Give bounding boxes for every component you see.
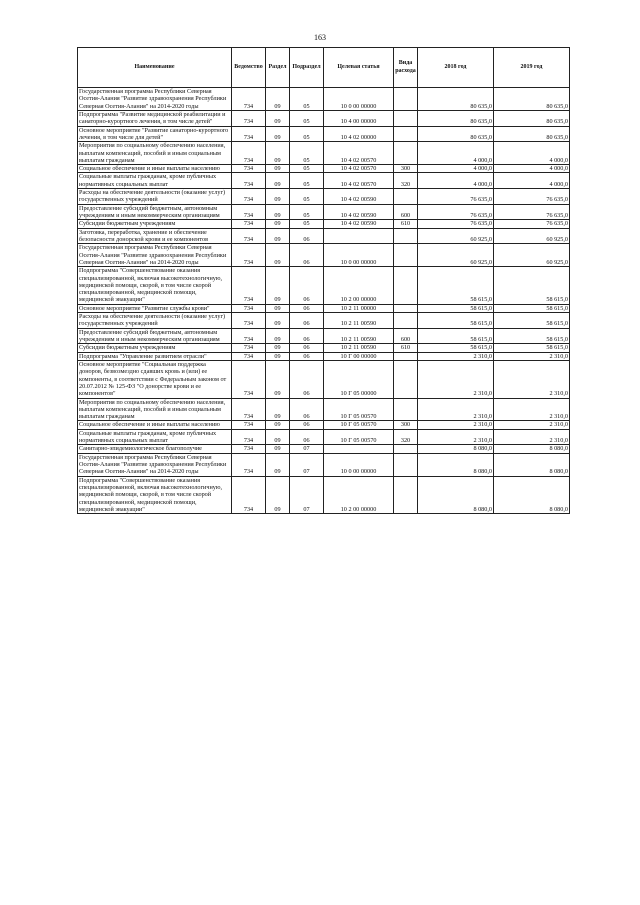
table-row	[78, 328, 570, 344]
cell-section: 09	[266, 88, 290, 111]
cell-2019: 76 635,0	[494, 204, 570, 220]
cell-subsection: 06	[290, 352, 324, 360]
cell-expense-type	[394, 304, 418, 312]
cell-subsection: 05	[290, 189, 324, 205]
cell-2019: 2 310,0	[494, 429, 570, 445]
cell-2019: 2 310,0	[494, 352, 570, 360]
cell-name: Социальное обеспечение и иные выплаты населению	[78, 421, 232, 429]
cell-subsection: 06	[290, 398, 324, 421]
cell-ministry: 734	[232, 204, 266, 220]
cell-section: 09	[266, 476, 290, 514]
cell-section: 09	[266, 398, 290, 421]
cell-ministry: 734	[232, 267, 266, 305]
cell-2019: 58 615,0	[494, 313, 570, 329]
cell-2019: 58 615,0	[494, 328, 570, 344]
table-body	[78, 88, 570, 514]
cell-section: 09	[266, 126, 290, 142]
cell-2018: 58 615,0	[418, 304, 494, 312]
cell-2018: 4 000,0	[418, 173, 494, 189]
table-row	[78, 189, 570, 205]
cell-target: 10 Г 05 00000	[324, 360, 394, 398]
cell-name: Социальное обеспечение и иные выплаты населению	[78, 165, 232, 173]
cell-expense-type	[394, 453, 418, 476]
cell-expense-type	[394, 476, 418, 514]
cell-ministry: 734	[232, 453, 266, 476]
cell-name: Предоставление субсидий бюджетным, автономным учреждениям и иным некоммерческим организациям	[78, 328, 232, 344]
cell-ministry: 734	[232, 165, 266, 173]
cell-2019: 80 635,0	[494, 126, 570, 142]
cell-2019: 80 635,0	[494, 110, 570, 126]
header-row	[78, 48, 570, 88]
cell-section: 09	[266, 304, 290, 312]
cell-subsection: 06	[290, 429, 324, 445]
cell-subsection: 06	[290, 328, 324, 344]
table-row	[78, 126, 570, 142]
cell-target: 10 2 11 00590	[324, 344, 394, 352]
cell-ministry: 734	[232, 88, 266, 111]
cell-target: 10 0 00 00000	[324, 244, 394, 267]
cell-subsection: 07	[290, 445, 324, 453]
table-row	[78, 165, 570, 173]
cell-subsection: 06	[290, 360, 324, 398]
cell-expense-type	[394, 189, 418, 205]
cell-expense-type: 320	[394, 173, 418, 189]
table-row	[78, 453, 570, 476]
cell-name: Подпрограмма "Развитие медицинской реабилитации и санаторно-курортного лечения, в том числе детей"	[78, 110, 232, 126]
cell-2018: 60 925,0	[418, 228, 494, 244]
cell-2018: 2 310,0	[418, 421, 494, 429]
cell-target: 10 4 00 00000	[324, 110, 394, 126]
cell-2018: 2 310,0	[418, 352, 494, 360]
cell-ministry: 734	[232, 220, 266, 228]
cell-target: 10 Г 05 00570	[324, 421, 394, 429]
cell-section: 09	[266, 110, 290, 126]
cell-2018: 58 615,0	[418, 328, 494, 344]
cell-section: 09	[266, 421, 290, 429]
cell-expense-type	[394, 267, 418, 305]
cell-2018: 76 635,0	[418, 220, 494, 228]
cell-expense-type	[394, 142, 418, 165]
cell-name: Государственная программа Республики Северная Осетия-Алания "Развитие здравоохранения Республики Северная Осетия-Алания" на 2014-2020 годы	[78, 88, 232, 111]
cell-expense-type	[394, 445, 418, 453]
cell-name: Предоставление субсидий бюджетным, автономным учреждениям и иным некоммерческим организациям	[78, 204, 232, 220]
cell-2019: 2 310,0	[494, 421, 570, 429]
cell-section: 09	[266, 352, 290, 360]
cell-2018: 4 000,0	[418, 142, 494, 165]
cell-2018: 58 615,0	[418, 267, 494, 305]
cell-ministry: 734	[232, 110, 266, 126]
cell-2019: 60 925,0	[494, 228, 570, 244]
table-row	[78, 313, 570, 329]
cell-2019: 58 615,0	[494, 304, 570, 312]
cell-target: 10 4 02 00570	[324, 142, 394, 165]
cell-subsection: 05	[290, 220, 324, 228]
cell-ministry: 734	[232, 445, 266, 453]
cell-section: 09	[266, 328, 290, 344]
page-number: 163	[314, 33, 326, 42]
cell-expense-type: 610	[394, 344, 418, 352]
cell-target: 10 4 02 00590	[324, 189, 394, 205]
cell-expense-type: 610	[394, 220, 418, 228]
cell-expense-type	[394, 228, 418, 244]
header-expense-type: Вида расхода	[394, 48, 418, 88]
cell-ministry: 734	[232, 304, 266, 312]
cell-2019: 2 310,0	[494, 360, 570, 398]
cell-2019: 80 635,0	[494, 88, 570, 111]
cell-expense-type	[394, 313, 418, 329]
cell-2019: 4 000,0	[494, 165, 570, 173]
cell-expense-type: 600	[394, 328, 418, 344]
cell-name: Заготовка, переработка, хранение и обеспечение безопасности донорской крови и ее компонентов	[78, 228, 232, 244]
table-row	[78, 142, 570, 165]
cell-2018: 8 080,0	[418, 476, 494, 514]
cell-name: Основное мероприятие "Социальная поддержка доноров, безвозмездно сдавших кровь и (или) ее компоненты, в соответствии с Федеральным законом от 20.07.2012 № 125-ФЗ "О донорстве крови и ее компонентов"	[78, 360, 232, 398]
cell-ministry: 734	[232, 313, 266, 329]
cell-target: 10 Г 00 00000	[324, 352, 394, 360]
cell-section: 09	[266, 165, 290, 173]
cell-section: 09	[266, 220, 290, 228]
cell-expense-type	[394, 398, 418, 421]
cell-subsection: 06	[290, 304, 324, 312]
table-row	[78, 228, 570, 244]
cell-target: 10 4 02 00590	[324, 220, 394, 228]
cell-section: 09	[266, 142, 290, 165]
cell-ministry: 734	[232, 344, 266, 352]
header-ministry: Ведомство	[232, 48, 266, 88]
cell-section: 09	[266, 228, 290, 244]
cell-ministry: 734	[232, 360, 266, 398]
cell-2019: 58 615,0	[494, 344, 570, 352]
cell-2018: 8 080,0	[418, 453, 494, 476]
cell-target: 10 0 00 00000	[324, 88, 394, 111]
cell-target: 10 4 02 00570	[324, 173, 394, 189]
cell-name: Основное мероприятие "Развитие службы крови"	[78, 304, 232, 312]
cell-ministry: 734	[232, 352, 266, 360]
cell-subsection: 06	[290, 244, 324, 267]
cell-subsection: 05	[290, 165, 324, 173]
table-row	[78, 476, 570, 514]
cell-2018: 80 635,0	[418, 110, 494, 126]
cell-target: 10 2 11 00590	[324, 313, 394, 329]
cell-name: Субсидии бюджетным учреждениям	[78, 220, 232, 228]
header-2019: 2019 год	[494, 48, 570, 88]
cell-name: Субсидии бюджетным учреждениям	[78, 344, 232, 352]
cell-name: Мероприятия по социальному обеспечению населения, выплатам компенсаций, пособий и иным социальным выплатам гражданам	[78, 142, 232, 165]
cell-2019: 58 615,0	[494, 267, 570, 305]
cell-target: 10 4 02 00590	[324, 204, 394, 220]
cell-ministry: 734	[232, 142, 266, 165]
cell-section: 09	[266, 173, 290, 189]
cell-ministry: 734	[232, 476, 266, 514]
table-row	[78, 304, 570, 312]
table-row	[78, 421, 570, 429]
cell-section: 09	[266, 244, 290, 267]
cell-2018: 8 080,0	[418, 445, 494, 453]
table-row	[78, 88, 570, 111]
cell-2019: 76 635,0	[494, 189, 570, 205]
cell-expense-type	[394, 126, 418, 142]
cell-2019: 8 080,0	[494, 476, 570, 514]
cell-2018: 80 635,0	[418, 88, 494, 111]
cell-section: 09	[266, 204, 290, 220]
table-row	[78, 173, 570, 189]
cell-expense-type	[394, 352, 418, 360]
cell-section: 09	[266, 360, 290, 398]
budget-table	[77, 47, 570, 514]
cell-2019: 4 000,0	[494, 173, 570, 189]
cell-subsection: 06	[290, 344, 324, 352]
cell-ministry: 734	[232, 429, 266, 445]
cell-subsection: 05	[290, 88, 324, 111]
cell-section: 09	[266, 344, 290, 352]
cell-ministry: 734	[232, 189, 266, 205]
cell-ministry: 734	[232, 173, 266, 189]
cell-section: 09	[266, 429, 290, 445]
cell-expense-type: 320	[394, 429, 418, 445]
table-row	[78, 244, 570, 267]
cell-subsection: 06	[290, 267, 324, 305]
cell-ministry: 734	[232, 398, 266, 421]
header-name: Наименование	[78, 48, 232, 88]
table-row	[78, 352, 570, 360]
cell-target: 10 4 02 00000	[324, 126, 394, 142]
cell-ministry: 734	[232, 328, 266, 344]
cell-name: Санитарно-эпидемиологическое благополучие	[78, 445, 232, 453]
cell-subsection: 05	[290, 126, 324, 142]
cell-2019: 60 925,0	[494, 244, 570, 267]
cell-2018: 4 000,0	[418, 165, 494, 173]
cell-target: 10 2 00 00000	[324, 476, 394, 514]
cell-section: 09	[266, 267, 290, 305]
cell-2018: 2 310,0	[418, 360, 494, 398]
cell-name: Расходы на обеспечение деятельности (оказание услуг) государственных учреждений	[78, 189, 232, 205]
cell-target: 10 2 11 00590	[324, 328, 394, 344]
cell-section: 09	[266, 189, 290, 205]
cell-name: Социальные выплаты гражданам, кроме публичных нормативных социальных выплат	[78, 173, 232, 189]
cell-2018: 76 635,0	[418, 204, 494, 220]
cell-subsection: 06	[290, 228, 324, 244]
cell-subsection: 07	[290, 453, 324, 476]
cell-name: Подпрограмма "Совершенствование оказания специализированной, включая высокотехнологичную, медицинской помощи, скорой, в том числе скорой специализированной, медицинской помощи, медицинской эвакуации"	[78, 267, 232, 305]
header-subsection: Подраздел	[290, 48, 324, 88]
header-target: Целевая статья	[324, 48, 394, 88]
cell-expense-type: 300	[394, 421, 418, 429]
cell-subsection: 05	[290, 110, 324, 126]
cell-section: 09	[266, 313, 290, 329]
cell-subsection: 05	[290, 204, 324, 220]
cell-name: Основное мероприятие "Развитие санаторно-курортного лечения, в том числе для детей"	[78, 126, 232, 142]
cell-2018: 80 635,0	[418, 126, 494, 142]
cell-2019: 76 635,0	[494, 220, 570, 228]
cell-name: Подпрограмма "Совершенствование оказания специализированной, включая высокотехнологичную, медицинской помощи, скорой, в том числе скорой специализированной, медицинской помощи, медицинской эвакуации"	[78, 476, 232, 514]
header-section: Раздел	[266, 48, 290, 88]
table-row	[78, 445, 570, 453]
cell-subsection: 05	[290, 173, 324, 189]
cell-2019: 8 080,0	[494, 445, 570, 453]
cell-subsection: 06	[290, 421, 324, 429]
cell-expense-type	[394, 360, 418, 398]
cell-2018: 58 615,0	[418, 344, 494, 352]
cell-name: Мероприятия по социальному обеспечению населения, выплатам компенсаций, пособий и иным социальным выплатам гражданам	[78, 398, 232, 421]
cell-subsection: 05	[290, 142, 324, 165]
cell-subsection: 07	[290, 476, 324, 514]
cell-expense-type	[394, 110, 418, 126]
cell-target: 10 2 00 00000	[324, 267, 394, 305]
cell-target: 10 0 00 00000	[324, 453, 394, 476]
cell-2018: 60 925,0	[418, 244, 494, 267]
cell-ministry: 734	[232, 421, 266, 429]
table-row	[78, 429, 570, 445]
cell-target	[324, 228, 394, 244]
cell-ministry: 734	[232, 126, 266, 142]
cell-2018: 2 310,0	[418, 429, 494, 445]
cell-target: 10 2 11 00000	[324, 304, 394, 312]
cell-name: Государственная программа Республики Северная Осетия-Алания "Развитие здравоохранения Республики Северная Осетия-Алания" на 2014-2020 годы	[78, 244, 232, 267]
table-row	[78, 110, 570, 126]
cell-name: Подпрограмма "Управление развитием отрасли"	[78, 352, 232, 360]
cell-expense-type	[394, 244, 418, 267]
cell-target	[324, 445, 394, 453]
table-row	[78, 360, 570, 398]
cell-2018: 2 310,0	[418, 398, 494, 421]
table-row	[78, 344, 570, 352]
cell-target: 10 Г 05 00570	[324, 398, 394, 421]
cell-section: 09	[266, 453, 290, 476]
cell-section: 09	[266, 445, 290, 453]
cell-2019: 4 000,0	[494, 142, 570, 165]
cell-2018: 58 615,0	[418, 313, 494, 329]
cell-name: Государственная программа Республики Северная Осетия-Алания "Развитие здравоохранения Республики Северная Осетия-Алания" на 2014-2020 годы	[78, 453, 232, 476]
cell-2018: 76 635,0	[418, 189, 494, 205]
header-2018: 2018 год	[418, 48, 494, 88]
cell-expense-type	[394, 88, 418, 111]
cell-ministry: 734	[232, 228, 266, 244]
cell-2019: 8 080,0	[494, 453, 570, 476]
cell-expense-type: 600	[394, 204, 418, 220]
cell-subsection: 06	[290, 313, 324, 329]
cell-name: Социальные выплаты гражданам, кроме публичных нормативных социальных выплат	[78, 429, 232, 445]
cell-expense-type: 300	[394, 165, 418, 173]
table-row	[78, 398, 570, 421]
cell-2019: 2 310,0	[494, 398, 570, 421]
table-row	[78, 267, 570, 305]
cell-target: 10 4 02 00570	[324, 165, 394, 173]
table-row	[78, 204, 570, 220]
cell-target: 10 Г 05 00570	[324, 429, 394, 445]
cell-ministry: 734	[232, 244, 266, 267]
table-row	[78, 220, 570, 228]
cell-name: Расходы на обеспечение деятельности (оказание услуг) государственных учреждений	[78, 313, 232, 329]
